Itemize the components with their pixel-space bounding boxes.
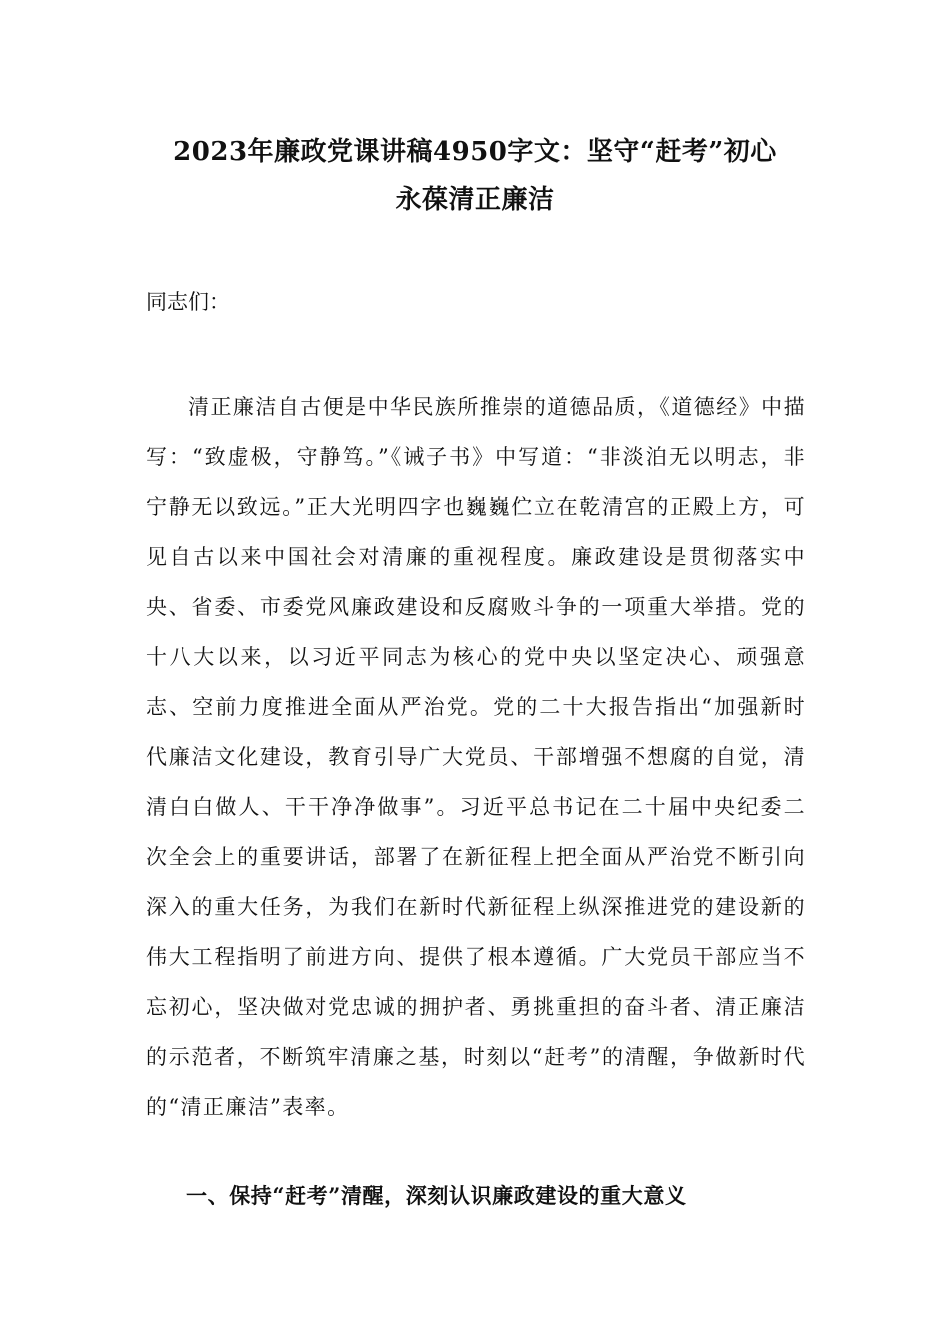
title-line-2: 永葆清正廉洁 (395, 185, 555, 215)
document-title (120, 128, 830, 224)
body-paragraph: 清正廉洁自古便是中华民族所推崇的道德品质，《道德经》中描写：“致虚极，守静笃。”《诫子书》中写道：“非淡泊无以明志，非宁静无以致远。”正大光明四字也巍巍伫立在乾清宫的正殿上方，可见自古以来中国社会对清廉的重视程度。廉政建设是贯彻落实中央、省委、市委党风廉政建设和反腐败斗争的一项重大举措。党的十八大以来，以习近平同志为核心的党中央以坚定决心、顽强意志、空前力度推进全面从严治党。党的二十大报告指出“加强新时代廉洁文化建设，教育引导广大党员、干部增强不想腐的自觉，清清白白做人、干干净净做事”。习近平总书记在二十届中央纪委二次全会上的重要讲话，部署了在新征程上把全面从严治党不断引向深入的重大任务，为我们在新时代新征程上纵深推进党的建设新的伟大工程指明了前进方向、提供了根本遵循。广大党员干部应当不忘初心，坚决做对党忠诚的拥护者、勇挑重担的奋斗者、清正廉洁的示范者，不断筑牢清廉之基，时刻以“赶考”的清醒，争做新时代的“清正廉洁”表率。 (146, 395, 806, 1119)
title-line-1: 2023年廉政党课讲稿4950字文：坚守“赶考”初心 (173, 137, 777, 167)
salutation: 同志们： (146, 290, 230, 314)
section-heading: 一、保持“赶考”清醒，深刻认识廉政建设的重大意义 (186, 1183, 687, 1208)
